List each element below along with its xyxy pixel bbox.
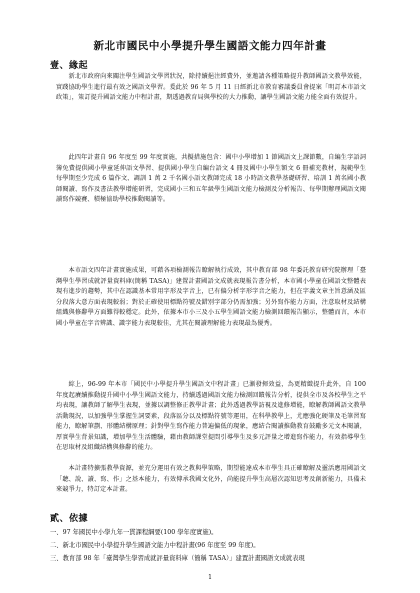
document-title: 新北市國民中小學提升學生國語文能力四年計畫 xyxy=(93,40,327,52)
basis-item: 二、新北市國民中小學提升學生國語文能力中程計畫(96 年度至 99 年度)。 xyxy=(50,542,260,549)
basis-item: 一、97 年國民中小學九年一貫課程綱要(100 學年度實施)。 xyxy=(50,529,218,536)
origin-paragraph: 新北市政府向來關注學生國語文學習狀況，除持續挹注經費外，並邀請各種策略提升教師國語文教學效能，實踐協助學生進行最有效之國語文學習。爰此於 96 年 5 月 11 日經新北市教育審議委員會提案「明訂本市語文政策」，策訂提升國語文能力中程計畫，期透過教育局與學校的大力推動，讓學生國語文能力能全面有效提升。 xyxy=(56,73,366,101)
basis-item: 三、教育部 98 年「臺灣學生學習成就評量資料庫（簡稱 TASA）」建置計畫國語文成就表現 xyxy=(50,555,305,562)
section-heading-origin: 壹、緣起 xyxy=(50,61,89,71)
origin-paragraph: 本市語文四年計畫實施成果，可藉各項檢測報告瞭解執行成效，其中教育部 98 年委託教育研究院辦理「臺灣學生學習成就評量資料庫(簡稱 TASA)」建置計畫國語文成就表現報告書分析，本市國小學童在國語文整體表現有進步的趨勢，其中在認識基本常用字形及字音上，已有偏分析字形字音之能力，但在字義文章主旨意涵及區分段落大意方面表現較弱；對於正確使用標點符號及錯別字部分仍需加強；另外寫作能力方面，注意取材及結構組織與修辭學方面難得較穩定。此外，依據本市小三及小五學生國語文能力檢測回饋報告顯示，整體而言，本市國小學童在字音辨識、識字能力表現較佳，尤其在閱讀理解能力表現最為優秀。 xyxy=(56,267,366,327)
section-heading-basis: 貳、依據 xyxy=(50,514,89,524)
page-number: 1 xyxy=(208,574,212,581)
origin-paragraph: 綜上，96-99 年本市「國民中小學提升學生國語文中程計畫」已漸發揮效益，為更精緻提升此外，自 100 年度起賡續推動提升國中小學生國語文能力，持續透過國語文能力檢測回饋報告分析，提供全市及各校學生之平均表現，讓教師了解學生表現，並據以調整修正教學計畫；此外透過教學訪視及進修增能，瞭解教師國語文教學活動現況，以加強學生掌握生詞要素，段落區分以及標點符號等運用，在科學教學上，尤應強化硬筆及毛筆習寫能力，瞭解筆劃、形體結構原理；針對學生寫作能力普遍偏低的現象，應結合閱讀推動教育鼓勵多元文本閱讀，厚實學生背景知識，增加學生生活體驗，藉由教師課堂提問引導學生及多元評量之增進寫作能力，有效指導學生在思取材及組織結構與修辭的能力。 xyxy=(56,381,366,451)
origin-paragraph: 本計畫特擴張教學資源，並充分運用有效之教與學策略，期望能達成本市學生具正確瞭解及靈活應用國語文「聽、說、讀、寫、作」之基本能力，有效傳承我國文化外，尚能提升學生高層次認知思考及創新能力，具備未來競爭力，特訂定本計畫。 xyxy=(56,465,366,493)
basis-list xyxy=(50,526,380,565)
origin-paragraph: 此四年計畫自 96 年度至 99 年度實施，共擬措施包含：國中小學增加 1 節國語文上課節數，自編生字語詞簿免費提供國小學童延伸語文學習、提供國小學生自編台語文 4 冊及國中小學生額文 6 冊補充教材，規範學生每學期至少完成 6 篇作文、調訓 1 萬 2 千名國小語文教師完成 18 小時語文教學基礎研習、培訓 1 萬名國小教師閱讀、寫作及書法教學增能研習，完成國小三和五年級學生國語文能力檢測及分析報告、每學期辦理國語文閱讀寫作競賽、積極協助學校推動閱讀等。 xyxy=(56,154,366,203)
